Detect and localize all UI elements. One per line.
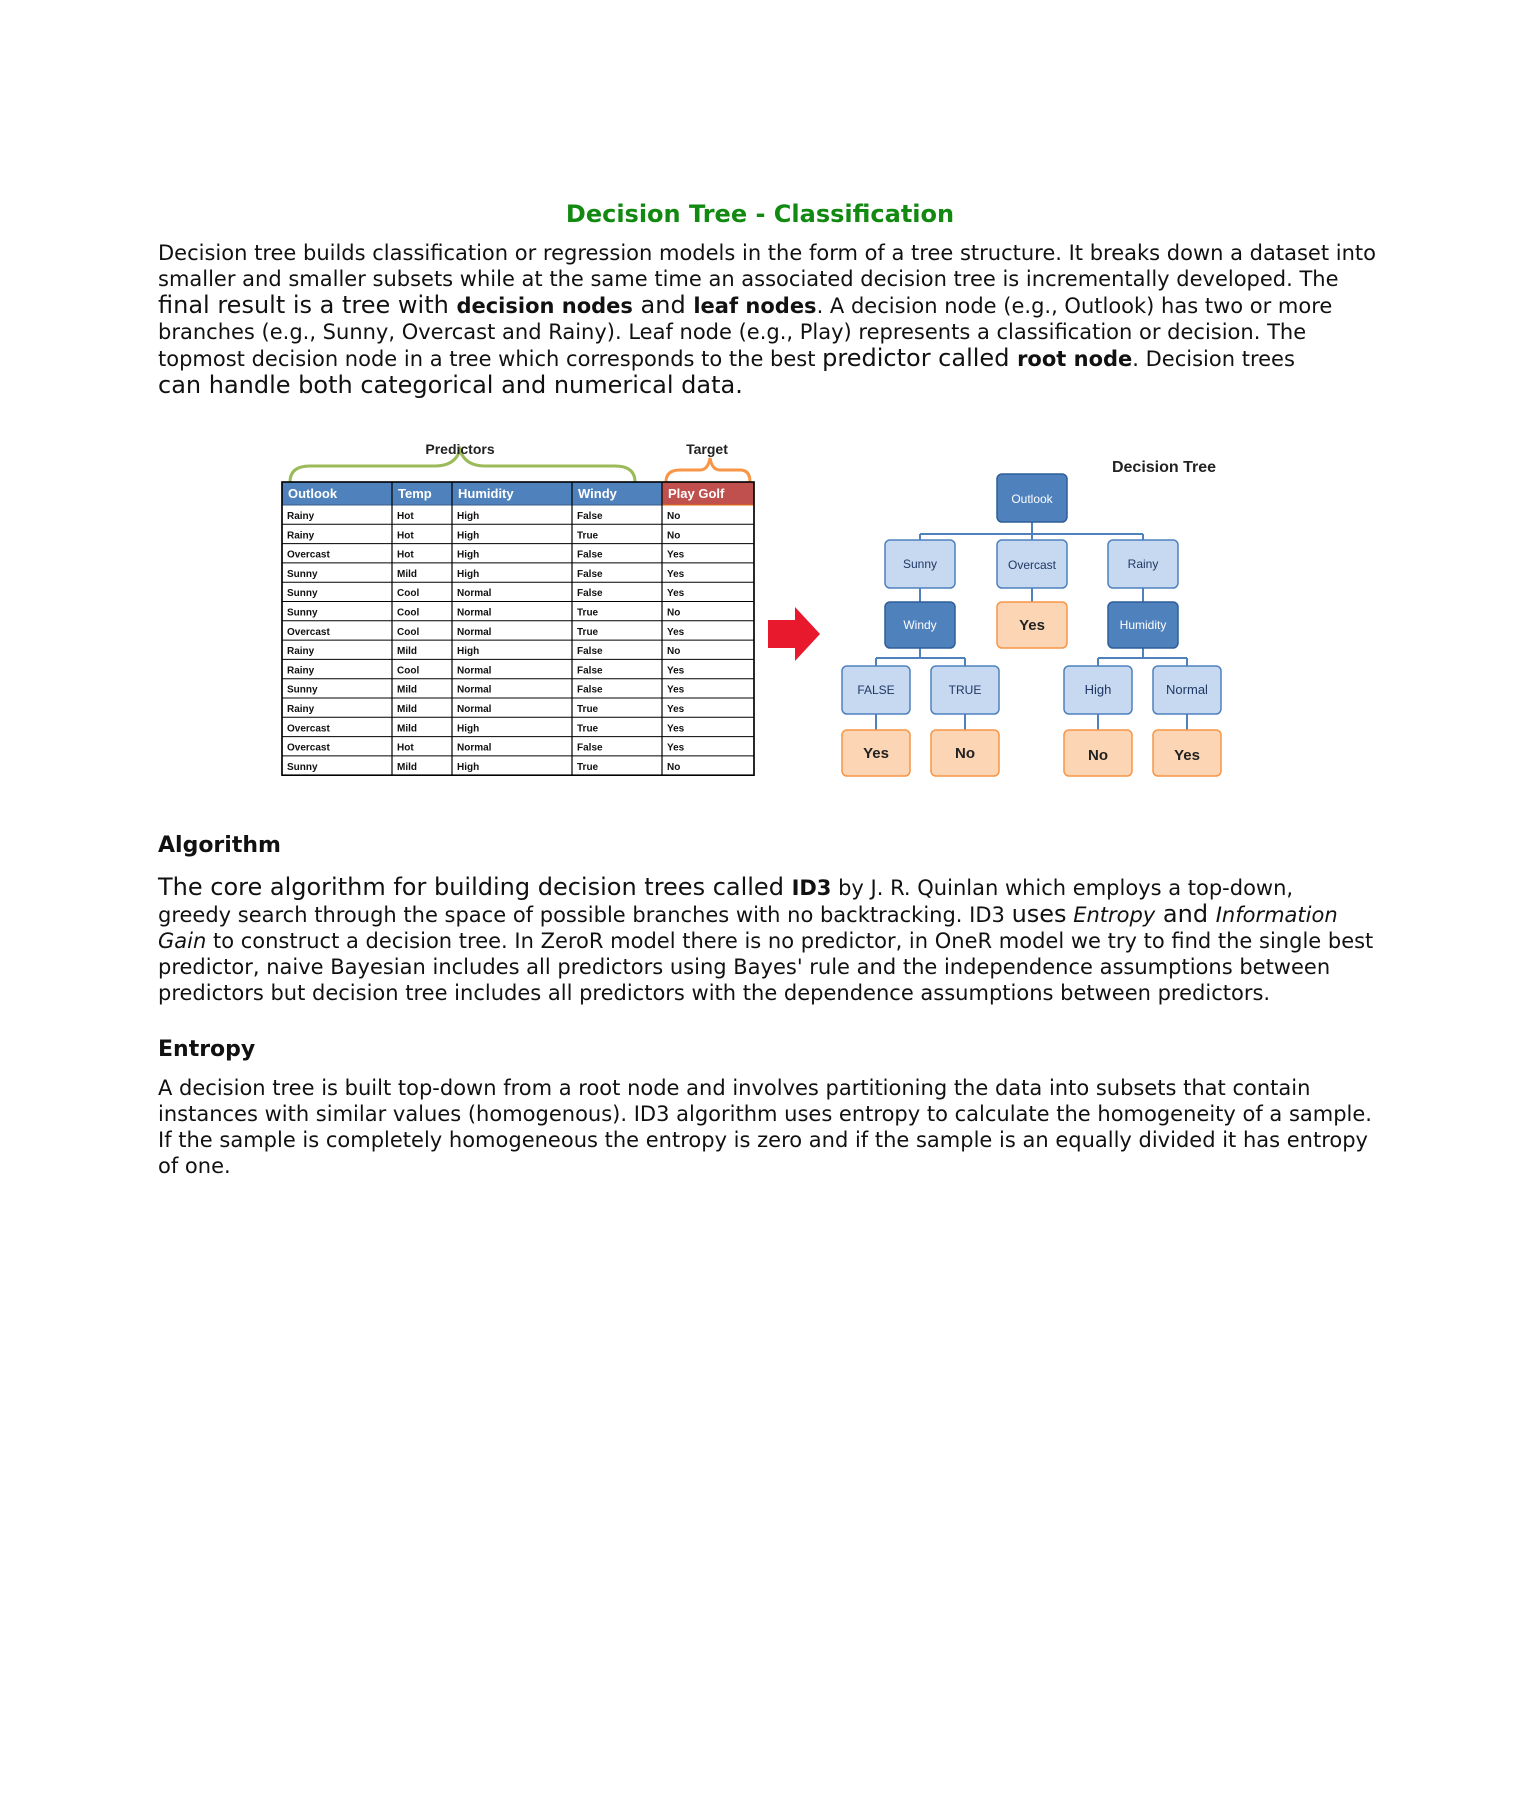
table-cell: True <box>577 761 599 773</box>
svg-text:No: No <box>955 745 975 762</box>
intro-line-3 <box>158 292 1358 319</box>
table-header-humidity: Humidity <box>458 486 514 501</box>
table-cell: Yes <box>667 723 685 735</box>
table-cell: Yes <box>667 704 685 715</box>
algorithm-l3b: to construct a decision tree. In ZeroR model there is no predictor, in OneR model we try to find the single best <box>206 929 1374 953</box>
table-cell: Sunny <box>287 568 318 580</box>
intro-line-1: Decision tree builds classification or regression models in the form of a tree structure. It breaks down a dataset into <box>158 241 1376 265</box>
table-cell: No <box>667 607 681 619</box>
table-cell: Yes <box>667 684 685 696</box>
svg-text:Overcast: Overcast <box>1007 558 1057 572</box>
table-cell: False <box>577 511 603 522</box>
tree-node-normal <box>1153 666 1221 714</box>
algorithm-l2b: uses <box>1011 900 1067 928</box>
table-cell: High <box>457 530 480 542</box>
tree-leaf-false-yes <box>842 730 910 776</box>
table-cell: False <box>577 568 603 580</box>
svg-text:TRUE: TRUE <box>948 683 982 697</box>
table-cell: True <box>577 530 599 542</box>
table-cell: Yes <box>667 549 685 561</box>
table-cell: No <box>667 511 681 522</box>
algorithm-line-5: predictors but decision tree includes all predictors with the dependence assumptions between predictors. <box>158 981 1271 1005</box>
leaf-nodes-term: leaf nodes <box>693 294 817 318</box>
table-cell: True <box>577 626 599 638</box>
table-cell: True <box>577 723 599 735</box>
table-cell: Cool <box>397 626 420 638</box>
table-cell: False <box>577 646 603 658</box>
table-header-temp: Temp <box>398 486 432 501</box>
tree-title: Decision Tree <box>1111 459 1217 476</box>
table-cell: Mild <box>397 761 417 773</box>
svg-text:Yes: Yes <box>1174 747 1200 764</box>
table-cell: False <box>577 549 603 561</box>
svg-text:Windy: Windy <box>903 618 937 632</box>
decision-nodes-term: decision nodes <box>456 294 633 318</box>
tree-node-high <box>1064 666 1132 714</box>
intro-line-6: can handle both categorical and numerical data. <box>158 371 743 399</box>
intro-l3c: and <box>632 291 694 319</box>
svg-text:Humidity: Humidity <box>1119 618 1167 632</box>
tree-node-outlook <box>997 474 1067 522</box>
svg-text:No: No <box>1088 747 1108 764</box>
intro-l5b: predictor called <box>822 344 1018 372</box>
table-cell: Yes <box>667 568 685 580</box>
tree-node-overcast <box>997 540 1067 588</box>
table-cell: No <box>667 646 681 658</box>
table-cell: Normal <box>457 607 492 619</box>
tree-node-rainy <box>1108 540 1178 588</box>
table-cell: High <box>457 723 480 735</box>
algorithm-line-2 <box>158 901 1358 928</box>
intro-l5d: . Decision trees <box>1132 347 1295 371</box>
tree-node-false <box>842 666 910 714</box>
table-cell: Cool <box>397 607 420 619</box>
entropy-heading: Entropy <box>158 1037 256 1062</box>
table-cell: Overcast <box>287 742 330 754</box>
id3-term: ID3 <box>791 876 832 900</box>
table-header-outlook: Outlook <box>288 486 338 501</box>
play-golf-table <box>282 482 754 775</box>
table-cell: Yes <box>667 742 685 754</box>
tree-leaf-high-no <box>1064 730 1132 776</box>
table-cell: High <box>457 761 480 773</box>
table-cell: True <box>577 704 599 715</box>
table-cell: No <box>667 761 681 773</box>
intro-paragraph <box>158 240 1376 399</box>
intro-line-2: smaller and smaller subsets while at the same time an associated decision tree is incrementally developed. The <box>158 267 1339 291</box>
table-cell: High <box>457 511 480 522</box>
intro-line-4: branches (e.g., Sunny, Overcast and Rainy). Leaf node (e.g., Play) represents a classification or decision. The <box>158 320 1307 344</box>
table-cell: High <box>457 549 480 561</box>
entropy-paragraph <box>158 1075 1372 1179</box>
tree-leaf-normal-yes <box>1153 730 1221 776</box>
table-cell: High <box>457 646 480 658</box>
predictors-label: Predictors <box>425 441 495 457</box>
table-cell: Hot <box>397 530 414 542</box>
table-cell: Hot <box>397 549 414 561</box>
table-cell: Sunny <box>287 588 318 600</box>
table-cell: Yes <box>667 665 685 677</box>
entropy-line-2: instances with similar values (homogenous). ID3 algorithm uses entropy to calculate the homogeneity of a sample. <box>158 1102 1372 1126</box>
table-cell: Normal <box>457 742 492 754</box>
table-cell: Mild <box>397 723 417 735</box>
entropy-line-3: If the sample is completely homogeneous the entropy is zero and if the sample is an equally divided it has entropy <box>158 1128 1368 1152</box>
entropy-line-4: of one. <box>158 1154 231 1178</box>
entropy-line-1: A decision tree is built top-down from a root node and involves partitioning the data into subsets that contain <box>158 1076 1311 1100</box>
information-term: Information <box>1215 903 1338 927</box>
algorithm-l1c: by J. R. Quinlan which employs a top-down, <box>831 876 1294 900</box>
table-cell: Rainy <box>287 646 315 658</box>
table-cell: False <box>577 665 603 677</box>
table-cell: Hot <box>397 742 414 754</box>
algorithm-heading: Algorithm <box>158 833 281 858</box>
decision-tree-figure <box>270 430 1230 790</box>
intro-l3e: . A decision node (e.g., Outlook) has two or more <box>816 294 1333 318</box>
page-title: Decision Tree - Classification <box>565 200 955 228</box>
entropy-term: Entropy <box>1066 903 1156 927</box>
table-cell: Overcast <box>287 626 330 638</box>
table-cell: False <box>577 742 603 754</box>
table-cell: Mild <box>397 568 417 580</box>
tree-node-true <box>931 666 999 714</box>
svg-text:Yes: Yes <box>863 745 889 762</box>
tree-leaf-overcast-yes <box>997 602 1067 648</box>
table-header-play-golf: Play Golf <box>668 486 725 501</box>
algorithm-paragraph <box>158 873 1374 1006</box>
table-cell: Rainy <box>287 511 315 522</box>
table-cell: False <box>577 588 603 600</box>
tree-node-windy <box>885 602 955 648</box>
table-cell: High <box>457 568 480 580</box>
table-cell: True <box>577 607 599 619</box>
right-arrow-icon <box>768 607 820 661</box>
table-cell: Normal <box>457 665 492 677</box>
table-cell: Cool <box>397 588 420 600</box>
svg-text:High: High <box>1084 682 1112 697</box>
table-cell: Overcast <box>287 723 330 735</box>
table-cell: Sunny <box>287 607 318 619</box>
table-cell: False <box>577 684 603 696</box>
table-cell: Hot <box>397 511 414 522</box>
table-cell: Sunny <box>287 761 318 773</box>
svg-text:Rainy: Rainy <box>1127 557 1159 571</box>
svg-text:Sunny: Sunny <box>902 557 938 571</box>
tree-leaf-true-no <box>931 730 999 776</box>
table-cell: Normal <box>457 588 492 600</box>
table-cell: Mild <box>397 646 417 658</box>
table-cell: Mild <box>397 684 417 696</box>
algorithm-line-1 <box>158 874 1358 901</box>
svg-text:Yes: Yes <box>1019 617 1045 634</box>
algorithm-l1a: The core algorithm for building decision trees called <box>158 873 792 901</box>
tree-node-humidity <box>1108 602 1178 648</box>
table-cell: Yes <box>667 588 685 600</box>
target-label: Target <box>686 441 728 457</box>
algorithm-line-3 <box>158 928 1374 954</box>
intro-l5a: topmost decision node in a tree which corresponds to the best <box>158 347 823 371</box>
table-cell: Sunny <box>287 684 318 696</box>
root-node-term: root node <box>1017 347 1133 371</box>
table-cell: Mild <box>397 704 417 715</box>
algorithm-l2d: and <box>1155 900 1216 928</box>
table-header-windy: Windy <box>578 486 617 501</box>
svg-text:Normal: Normal <box>1166 682 1208 697</box>
table-cell: Yes <box>667 626 685 638</box>
table-cell: Normal <box>457 626 492 638</box>
table-cell: Rainy <box>287 665 315 677</box>
algorithm-line-4: predictor, naive Bayesian includes all predictors using Bayes' rule and the independence assumptions between <box>158 955 1331 979</box>
svg-text:Outlook: Outlook <box>1011 492 1053 506</box>
gain-term: Gain <box>158 929 207 953</box>
table-cell: Rainy <box>287 530 315 542</box>
table-cell: Normal <box>457 704 492 715</box>
table-cell: Rainy <box>287 704 315 715</box>
table-cell: Overcast <box>287 549 330 561</box>
target-brace <box>666 458 750 482</box>
table-cell: Normal <box>457 684 492 696</box>
table-cell: No <box>667 530 681 542</box>
tree-node-sunny <box>885 540 955 588</box>
algorithm-l2a: greedy search through the space of possible branches with no backtracking. ID3 <box>158 903 1012 927</box>
intro-line-5 <box>158 345 1358 372</box>
svg-text:FALSE: FALSE <box>857 683 895 697</box>
intro-l3a: final result is a tree with <box>158 291 457 319</box>
table-cell: Cool <box>397 665 420 677</box>
